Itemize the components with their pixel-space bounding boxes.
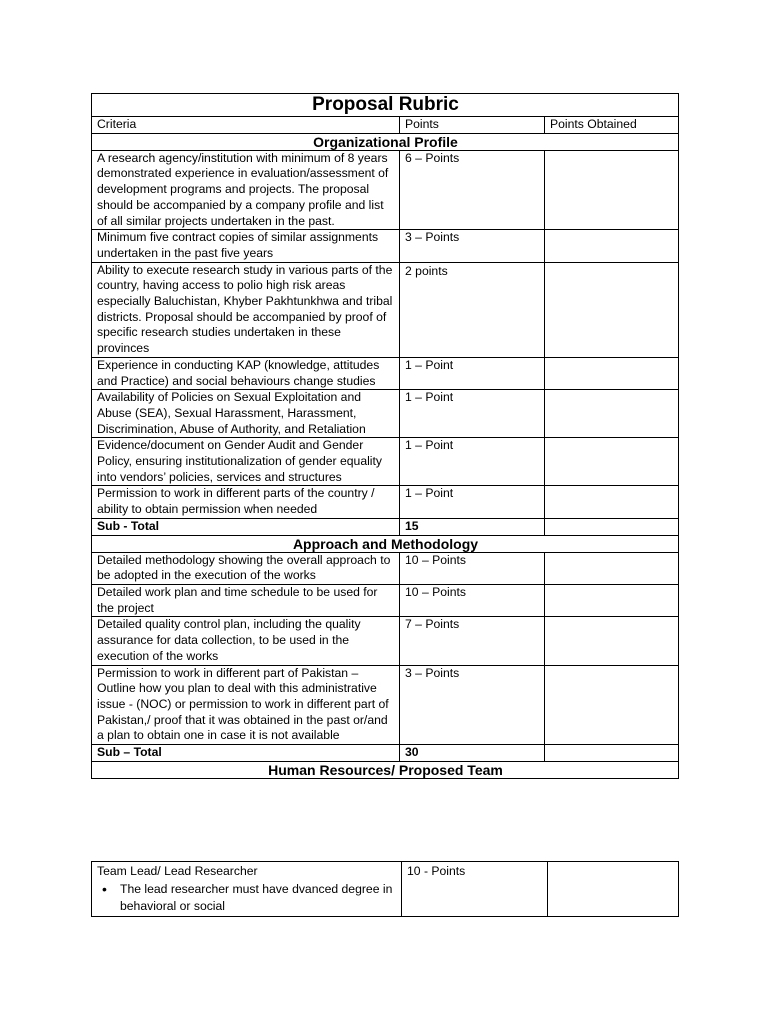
header-points-obtained: Points Obtained [545, 117, 679, 134]
section-row [92, 133, 679, 150]
subtotal-row [92, 745, 679, 762]
criteria-cell: Ability to execute research study in various parts of the country, having access to polio high risk areas especially Baluchistan, Khyber Pakhtunkhwa and tribal districts. Proposal should be accompanied by proof of specific research studies undertaken in these provinces [92, 262, 400, 357]
criteria-cell: Minimum five contract copies of similar assignments undertaken in the past five years [92, 230, 400, 262]
points-obtained-cell [545, 390, 679, 438]
points-cell: 10 – Points [400, 584, 545, 616]
criteria-cell: Availability of Policies on Sexual Exploitation and Abuse (SEA), Sexual Harassment, Harassment, Discrimination, Abuse of Authority, and Retaliation [92, 390, 400, 438]
subtotal-label: Sub – Total [92, 745, 400, 762]
rubric-title: Proposal Rubric [92, 94, 679, 117]
points-obtained-cell [548, 862, 679, 917]
table-row [92, 665, 679, 745]
points-cell: 7 – Points [400, 617, 545, 665]
points-obtained-cell [545, 518, 679, 535]
points-obtained-cell [545, 552, 679, 584]
section-row [92, 535, 679, 552]
criteria-cell: Permission to work in different parts of the country / ability to obtain permission when needed [92, 486, 400, 518]
table-row [92, 390, 679, 438]
subtotal-row [92, 518, 679, 535]
criteria-cell: A research agency/institution with minimum of 8 years demonstrated experience in evaluation/assessment of development programs and projects. The proposal should be accompanied by a company profile and list of all similar projects undertaken in the past. [92, 150, 400, 230]
points-cell: 10 - Points [402, 862, 548, 917]
criteria-cell [92, 862, 402, 917]
header-row [92, 117, 679, 134]
points-obtained-cell [545, 617, 679, 665]
criteria-cell: Permission to work in different part of Pakistan – Outline how you plan to deal with this administrative issue - (NOC) or permission to work in different part of Pakistan,/ proof that it was obtained in the past or/and a plan to obtain one in case it is not available [92, 665, 400, 745]
table-row [92, 150, 679, 230]
table-row [92, 486, 679, 518]
points-cell: 10 – Points [400, 552, 545, 584]
rubric-table [91, 93, 679, 779]
points-obtained-cell [545, 486, 679, 518]
subtotal-value: 15 [400, 518, 545, 535]
criteria-cell: Evidence/document on Gender Audit and Gender Policy, ensuring institutionalization of gender equality into vendors’ policies, services and structures [92, 438, 400, 486]
section-title-approach-methodology: Approach and Methodology [92, 535, 679, 552]
criteria-cell: Detailed methodology showing the overall approach to be adopted in the execution of the works [92, 552, 400, 584]
list-item: • The lead researcher must have dvanced degree in behavioral or social [120, 881, 397, 916]
section-title-organizational-profile: Organizational Profile [92, 133, 679, 150]
points-cell: 3 – Points [400, 665, 545, 745]
points-cell: 6 – Points [400, 150, 545, 230]
subtotal-value: 30 [400, 745, 545, 762]
table-row [92, 230, 679, 262]
points-cell: 3 – Points [400, 230, 545, 262]
section-row [92, 761, 679, 778]
criteria-cell: Experience in conducting KAP (knowledge, attitudes and Practice) and social behaviours change studies [92, 357, 400, 389]
table-row [92, 552, 679, 584]
points-cell: 1 – Point [400, 357, 545, 389]
header-points: Points [400, 117, 545, 134]
points-obtained-cell [545, 584, 679, 616]
criteria-cell: Detailed quality control plan, including the quality assurance for data collection, to be used in the execution of the works [92, 617, 400, 665]
table-row [92, 438, 679, 486]
table-row [92, 862, 679, 917]
points-obtained-cell [545, 357, 679, 389]
points-obtained-cell [545, 262, 679, 357]
human-resources-table [91, 861, 679, 917]
criteria-bullet-list [97, 881, 397, 916]
criteria-heading: Team Lead/ Lead Researcher [97, 864, 258, 878]
points-cell: 1 – Point [400, 438, 545, 486]
table-row [92, 262, 679, 357]
table-row [92, 357, 679, 389]
table-row [92, 617, 679, 665]
points-cell: 1 – Point [400, 486, 545, 518]
points-cell: 2 points [400, 262, 545, 357]
points-obtained-cell [545, 665, 679, 745]
criteria-cell: Detailed work plan and time schedule to be used for the project [92, 584, 400, 616]
table-row [92, 584, 679, 616]
points-cell: 1 – Point [400, 390, 545, 438]
title-row [92, 94, 679, 117]
subtotal-label: Sub - Total [92, 518, 400, 535]
points-obtained-cell [545, 438, 679, 486]
section-title-human-resources: Human Resources/ Proposed Team [92, 761, 679, 778]
points-obtained-cell [545, 745, 679, 762]
points-obtained-cell [545, 230, 679, 262]
points-obtained-cell [545, 150, 679, 230]
header-criteria: Criteria [92, 117, 400, 134]
